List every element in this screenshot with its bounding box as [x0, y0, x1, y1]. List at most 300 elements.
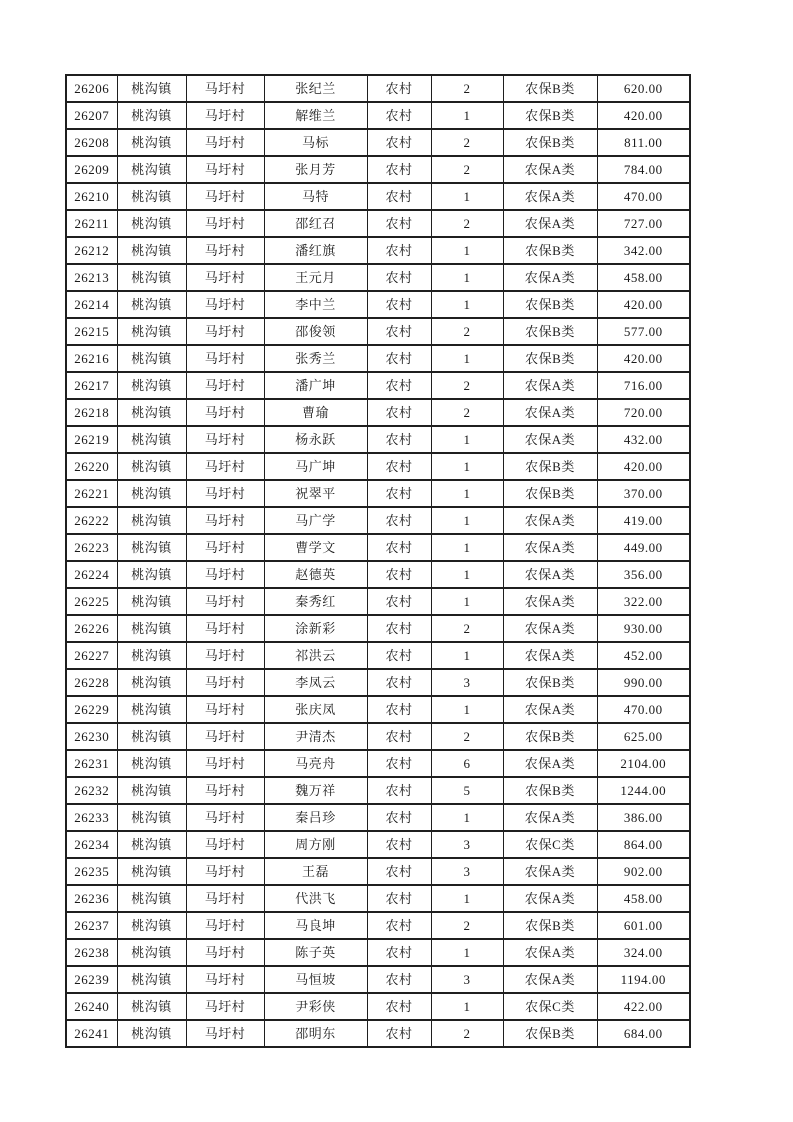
cell-residence-type: 农村 [367, 966, 431, 993]
cell-village: 马圩村 [186, 885, 264, 912]
cell-amount: 322.00 [597, 588, 690, 615]
cell-person-name: 张庆凤 [264, 696, 367, 723]
cell-town: 桃沟镇 [117, 615, 186, 642]
cell-person-name: 秦秀红 [264, 588, 367, 615]
table-row [66, 642, 690, 669]
cell-town: 桃沟镇 [117, 156, 186, 183]
cell-insurance-category: 农保A类 [503, 858, 597, 885]
cell-village: 马圩村 [186, 858, 264, 885]
cell-amount: 470.00 [597, 696, 690, 723]
table-body [66, 75, 690, 1047]
cell-village: 马圩村 [186, 750, 264, 777]
cell-person-name: 周方刚 [264, 831, 367, 858]
cell-amount: 420.00 [597, 291, 690, 318]
cell-household-count: 1 [431, 480, 503, 507]
cell-insurance-category: 农保B类 [503, 75, 597, 102]
cell-town: 桃沟镇 [117, 426, 186, 453]
cell-insurance-category: 农保B类 [503, 102, 597, 129]
cell-village: 马圩村 [186, 102, 264, 129]
cell-village: 马圩村 [186, 561, 264, 588]
cell-amount: 449.00 [597, 534, 690, 561]
cell-record-id: 26235 [66, 858, 117, 885]
cell-village: 马圩村 [186, 642, 264, 669]
cell-insurance-category: 农保A类 [503, 696, 597, 723]
cell-person-name: 涂新彩 [264, 615, 367, 642]
cell-amount: 784.00 [597, 156, 690, 183]
cell-amount: 620.00 [597, 75, 690, 102]
cell-village: 马圩村 [186, 291, 264, 318]
cell-insurance-category: 农保C类 [503, 993, 597, 1020]
cell-amount: 324.00 [597, 939, 690, 966]
cell-person-name: 杨永跃 [264, 426, 367, 453]
cell-village: 马圩村 [186, 210, 264, 237]
table-row [66, 156, 690, 183]
cell-residence-type: 农村 [367, 1020, 431, 1047]
cell-household-count: 2 [431, 912, 503, 939]
cell-person-name: 解维兰 [264, 102, 367, 129]
cell-person-name: 祁洪云 [264, 642, 367, 669]
cell-insurance-category: 农保B类 [503, 1020, 597, 1047]
cell-household-count: 1 [431, 102, 503, 129]
cell-town: 桃沟镇 [117, 1020, 186, 1047]
cell-residence-type: 农村 [367, 318, 431, 345]
cell-village: 马圩村 [186, 264, 264, 291]
table-row [66, 777, 690, 804]
cell-residence-type: 农村 [367, 750, 431, 777]
table-row [66, 939, 690, 966]
cell-village: 马圩村 [186, 156, 264, 183]
cell-person-name: 马广学 [264, 507, 367, 534]
cell-village: 马圩村 [186, 669, 264, 696]
cell-residence-type: 农村 [367, 129, 431, 156]
cell-household-count: 1 [431, 264, 503, 291]
cell-town: 桃沟镇 [117, 129, 186, 156]
cell-amount: 720.00 [597, 399, 690, 426]
cell-household-count: 2 [431, 723, 503, 750]
cell-residence-type: 农村 [367, 426, 431, 453]
cell-amount: 452.00 [597, 642, 690, 669]
cell-amount: 902.00 [597, 858, 690, 885]
cell-record-id: 26216 [66, 345, 117, 372]
table-row [66, 183, 690, 210]
cell-insurance-category: 农保A类 [503, 588, 597, 615]
cell-household-count: 2 [431, 318, 503, 345]
table-row [66, 669, 690, 696]
table-row [66, 588, 690, 615]
cell-person-name: 潘广坤 [264, 372, 367, 399]
cell-record-id: 26232 [66, 777, 117, 804]
cell-village: 马圩村 [186, 480, 264, 507]
cell-person-name: 代洪飞 [264, 885, 367, 912]
cell-household-count: 1 [431, 426, 503, 453]
cell-town: 桃沟镇 [117, 75, 186, 102]
cell-record-id: 26219 [66, 426, 117, 453]
cell-residence-type: 农村 [367, 561, 431, 588]
cell-village: 马圩村 [186, 372, 264, 399]
cell-amount: 370.00 [597, 480, 690, 507]
table-row [66, 1020, 690, 1047]
cell-residence-type: 农村 [367, 210, 431, 237]
cell-person-name: 马恒坡 [264, 966, 367, 993]
cell-residence-type: 农村 [367, 399, 431, 426]
cell-amount: 420.00 [597, 345, 690, 372]
cell-person-name: 李凤云 [264, 669, 367, 696]
cell-record-id: 26233 [66, 804, 117, 831]
cell-town: 桃沟镇 [117, 318, 186, 345]
table-row [66, 210, 690, 237]
cell-person-name: 马亮舟 [264, 750, 367, 777]
cell-record-id: 26240 [66, 993, 117, 1020]
cell-residence-type: 农村 [367, 912, 431, 939]
cell-village: 马圩村 [186, 426, 264, 453]
cell-town: 桃沟镇 [117, 723, 186, 750]
cell-amount: 356.00 [597, 561, 690, 588]
cell-record-id: 26218 [66, 399, 117, 426]
cell-amount: 420.00 [597, 102, 690, 129]
table-row [66, 966, 690, 993]
cell-insurance-category: 农保B类 [503, 453, 597, 480]
table-row [66, 237, 690, 264]
cell-household-count: 2 [431, 399, 503, 426]
cell-amount: 990.00 [597, 669, 690, 696]
cell-village: 马圩村 [186, 453, 264, 480]
cell-household-count: 1 [431, 642, 503, 669]
cell-town: 桃沟镇 [117, 345, 186, 372]
cell-person-name: 曹学文 [264, 534, 367, 561]
table-row [66, 399, 690, 426]
cell-village: 马圩村 [186, 318, 264, 345]
cell-household-count: 2 [431, 156, 503, 183]
table-row [66, 318, 690, 345]
cell-insurance-category: 农保B类 [503, 480, 597, 507]
cell-record-id: 26234 [66, 831, 117, 858]
cell-amount: 601.00 [597, 912, 690, 939]
cell-insurance-category: 农保A类 [503, 750, 597, 777]
cell-residence-type: 农村 [367, 264, 431, 291]
cell-insurance-category: 农保A类 [503, 264, 597, 291]
cell-residence-type: 农村 [367, 669, 431, 696]
cell-household-count: 3 [431, 966, 503, 993]
cell-record-id: 26215 [66, 318, 117, 345]
cell-insurance-category: 农保A类 [503, 804, 597, 831]
cell-town: 桃沟镇 [117, 588, 186, 615]
table-row [66, 723, 690, 750]
cell-town: 桃沟镇 [117, 804, 186, 831]
cell-household-count: 2 [431, 615, 503, 642]
cell-insurance-category: 农保B类 [503, 291, 597, 318]
cell-village: 马圩村 [186, 1020, 264, 1047]
cell-residence-type: 农村 [367, 939, 431, 966]
cell-village: 马圩村 [186, 966, 264, 993]
cell-town: 桃沟镇 [117, 372, 186, 399]
cell-person-name: 马良坤 [264, 912, 367, 939]
cell-residence-type: 农村 [367, 534, 431, 561]
cell-insurance-category: 农保A类 [503, 885, 597, 912]
table-row [66, 885, 690, 912]
cell-amount: 625.00 [597, 723, 690, 750]
cell-amount: 684.00 [597, 1020, 690, 1047]
cell-household-count: 2 [431, 129, 503, 156]
cell-town: 桃沟镇 [117, 534, 186, 561]
cell-town: 桃沟镇 [117, 291, 186, 318]
cell-record-id: 26210 [66, 183, 117, 210]
cell-record-id: 26225 [66, 588, 117, 615]
cell-town: 桃沟镇 [117, 966, 186, 993]
cell-amount: 930.00 [597, 615, 690, 642]
table-row [66, 561, 690, 588]
cell-town: 桃沟镇 [117, 885, 186, 912]
cell-household-count: 3 [431, 669, 503, 696]
cell-insurance-category: 农保A类 [503, 966, 597, 993]
cell-record-id: 26228 [66, 669, 117, 696]
cell-town: 桃沟镇 [117, 561, 186, 588]
cell-village: 马圩村 [186, 129, 264, 156]
table-row [66, 534, 690, 561]
cell-residence-type: 农村 [367, 588, 431, 615]
cell-record-id: 26241 [66, 1020, 117, 1047]
table-row [66, 858, 690, 885]
cell-record-id: 26229 [66, 696, 117, 723]
cell-insurance-category: 农保A类 [503, 210, 597, 237]
cell-amount: 386.00 [597, 804, 690, 831]
cell-amount: 422.00 [597, 993, 690, 1020]
cell-household-count: 1 [431, 885, 503, 912]
cell-amount: 458.00 [597, 264, 690, 291]
cell-household-count: 1 [431, 696, 503, 723]
cell-amount: 2104.00 [597, 750, 690, 777]
cell-person-name: 祝翠平 [264, 480, 367, 507]
cell-amount: 577.00 [597, 318, 690, 345]
cell-amount: 420.00 [597, 453, 690, 480]
cell-village: 马圩村 [186, 534, 264, 561]
cell-insurance-category: 农保B类 [503, 345, 597, 372]
cell-residence-type: 农村 [367, 696, 431, 723]
cell-residence-type: 农村 [367, 642, 431, 669]
cell-household-count: 1 [431, 453, 503, 480]
payment-roster-table [65, 74, 691, 1048]
table-row [66, 264, 690, 291]
table-row [66, 750, 690, 777]
cell-village: 马圩村 [186, 507, 264, 534]
cell-town: 桃沟镇 [117, 939, 186, 966]
cell-residence-type: 农村 [367, 75, 431, 102]
cell-household-count: 1 [431, 534, 503, 561]
cell-amount: 811.00 [597, 129, 690, 156]
cell-household-count: 1 [431, 939, 503, 966]
cell-record-id: 26239 [66, 966, 117, 993]
table-row [66, 345, 690, 372]
table-row [66, 804, 690, 831]
cell-insurance-category: 农保A类 [503, 372, 597, 399]
cell-person-name: 曹瑜 [264, 399, 367, 426]
cell-residence-type: 农村 [367, 723, 431, 750]
cell-town: 桃沟镇 [117, 777, 186, 804]
cell-residence-type: 农村 [367, 237, 431, 264]
cell-town: 桃沟镇 [117, 912, 186, 939]
cell-residence-type: 农村 [367, 885, 431, 912]
cell-household-count: 2 [431, 1020, 503, 1047]
cell-village: 马圩村 [186, 588, 264, 615]
cell-record-id: 26230 [66, 723, 117, 750]
cell-town: 桃沟镇 [117, 831, 186, 858]
cell-residence-type: 农村 [367, 858, 431, 885]
cell-village: 马圩村 [186, 615, 264, 642]
cell-village: 马圩村 [186, 696, 264, 723]
cell-record-id: 26237 [66, 912, 117, 939]
cell-household-count: 2 [431, 210, 503, 237]
cell-town: 桃沟镇 [117, 696, 186, 723]
cell-record-id: 26221 [66, 480, 117, 507]
cell-insurance-category: 农保B类 [503, 777, 597, 804]
cell-residence-type: 农村 [367, 804, 431, 831]
cell-village: 马圩村 [186, 399, 264, 426]
cell-insurance-category: 农保A类 [503, 399, 597, 426]
table-row [66, 831, 690, 858]
cell-insurance-category: 农保B类 [503, 912, 597, 939]
cell-residence-type: 农村 [367, 993, 431, 1020]
cell-household-count: 1 [431, 561, 503, 588]
cell-person-name: 马标 [264, 129, 367, 156]
cell-household-count: 2 [431, 75, 503, 102]
cell-insurance-category: 农保A类 [503, 939, 597, 966]
cell-person-name: 赵德英 [264, 561, 367, 588]
cell-town: 桃沟镇 [117, 399, 186, 426]
cell-person-name: 魏万祥 [264, 777, 367, 804]
cell-village: 马圩村 [186, 75, 264, 102]
cell-residence-type: 农村 [367, 291, 431, 318]
cell-record-id: 26224 [66, 561, 117, 588]
cell-amount: 727.00 [597, 210, 690, 237]
cell-household-count: 1 [431, 237, 503, 264]
cell-record-id: 26207 [66, 102, 117, 129]
cell-record-id: 26231 [66, 750, 117, 777]
cell-insurance-category: 农保A类 [503, 183, 597, 210]
cell-household-count: 1 [431, 183, 503, 210]
cell-insurance-category: 农保B类 [503, 723, 597, 750]
table-row [66, 480, 690, 507]
cell-village: 马圩村 [186, 939, 264, 966]
cell-person-name: 王磊 [264, 858, 367, 885]
cell-record-id: 26213 [66, 264, 117, 291]
table-row [66, 75, 690, 102]
cell-village: 马圩村 [186, 723, 264, 750]
cell-residence-type: 农村 [367, 777, 431, 804]
cell-insurance-category: 农保B类 [503, 237, 597, 264]
cell-record-id: 26220 [66, 453, 117, 480]
cell-town: 桃沟镇 [117, 669, 186, 696]
cell-person-name: 张秀兰 [264, 345, 367, 372]
cell-residence-type: 农村 [367, 831, 431, 858]
cell-village: 马圩村 [186, 912, 264, 939]
table-row [66, 291, 690, 318]
cell-person-name: 邵红召 [264, 210, 367, 237]
cell-person-name: 秦吕珍 [264, 804, 367, 831]
cell-household-count: 5 [431, 777, 503, 804]
cell-person-name: 王元月 [264, 264, 367, 291]
cell-record-id: 26222 [66, 507, 117, 534]
cell-record-id: 26223 [66, 534, 117, 561]
cell-amount: 342.00 [597, 237, 690, 264]
cell-town: 桃沟镇 [117, 480, 186, 507]
cell-record-id: 26209 [66, 156, 117, 183]
cell-person-name: 陈子英 [264, 939, 367, 966]
cell-town: 桃沟镇 [117, 102, 186, 129]
cell-town: 桃沟镇 [117, 264, 186, 291]
cell-town: 桃沟镇 [117, 183, 186, 210]
cell-record-id: 26212 [66, 237, 117, 264]
cell-insurance-category: 农保B类 [503, 129, 597, 156]
cell-amount: 432.00 [597, 426, 690, 453]
cell-residence-type: 农村 [367, 183, 431, 210]
cell-amount: 419.00 [597, 507, 690, 534]
cell-residence-type: 农村 [367, 507, 431, 534]
cell-person-name: 张月芳 [264, 156, 367, 183]
cell-person-name: 邵俊领 [264, 318, 367, 345]
cell-village: 马圩村 [186, 804, 264, 831]
cell-amount: 470.00 [597, 183, 690, 210]
cell-town: 桃沟镇 [117, 858, 186, 885]
cell-person-name: 尹清杰 [264, 723, 367, 750]
cell-person-name: 马广坤 [264, 453, 367, 480]
cell-residence-type: 农村 [367, 345, 431, 372]
cell-insurance-category: 农保A类 [503, 561, 597, 588]
cell-record-id: 26238 [66, 939, 117, 966]
cell-household-count: 1 [431, 507, 503, 534]
cell-town: 桃沟镇 [117, 507, 186, 534]
cell-record-id: 26206 [66, 75, 117, 102]
cell-town: 桃沟镇 [117, 210, 186, 237]
cell-person-name: 邵明东 [264, 1020, 367, 1047]
cell-village: 马圩村 [186, 345, 264, 372]
table-row [66, 426, 690, 453]
cell-town: 桃沟镇 [117, 453, 186, 480]
table-row [66, 507, 690, 534]
cell-residence-type: 农村 [367, 453, 431, 480]
cell-household-count: 1 [431, 345, 503, 372]
cell-record-id: 26236 [66, 885, 117, 912]
cell-amount: 458.00 [597, 885, 690, 912]
cell-record-id: 26208 [66, 129, 117, 156]
cell-village: 马圩村 [186, 183, 264, 210]
cell-insurance-category: 农保A类 [503, 426, 597, 453]
cell-amount: 1244.00 [597, 777, 690, 804]
cell-household-count: 1 [431, 993, 503, 1020]
cell-village: 马圩村 [186, 993, 264, 1020]
cell-record-id: 26211 [66, 210, 117, 237]
cell-household-count: 1 [431, 291, 503, 318]
cell-town: 桃沟镇 [117, 993, 186, 1020]
cell-amount: 864.00 [597, 831, 690, 858]
cell-amount: 716.00 [597, 372, 690, 399]
cell-household-count: 6 [431, 750, 503, 777]
table-row [66, 102, 690, 129]
table-row [66, 912, 690, 939]
cell-residence-type: 农村 [367, 102, 431, 129]
cell-household-count: 3 [431, 831, 503, 858]
cell-household-count: 2 [431, 372, 503, 399]
cell-residence-type: 农村 [367, 480, 431, 507]
cell-insurance-category: 农保B类 [503, 669, 597, 696]
cell-town: 桃沟镇 [117, 642, 186, 669]
cell-insurance-category: 农保A类 [503, 534, 597, 561]
cell-village: 马圩村 [186, 237, 264, 264]
cell-record-id: 26226 [66, 615, 117, 642]
cell-insurance-category: 农保A类 [503, 615, 597, 642]
table-row [66, 993, 690, 1020]
cell-town: 桃沟镇 [117, 237, 186, 264]
cell-record-id: 26214 [66, 291, 117, 318]
cell-record-id: 26227 [66, 642, 117, 669]
